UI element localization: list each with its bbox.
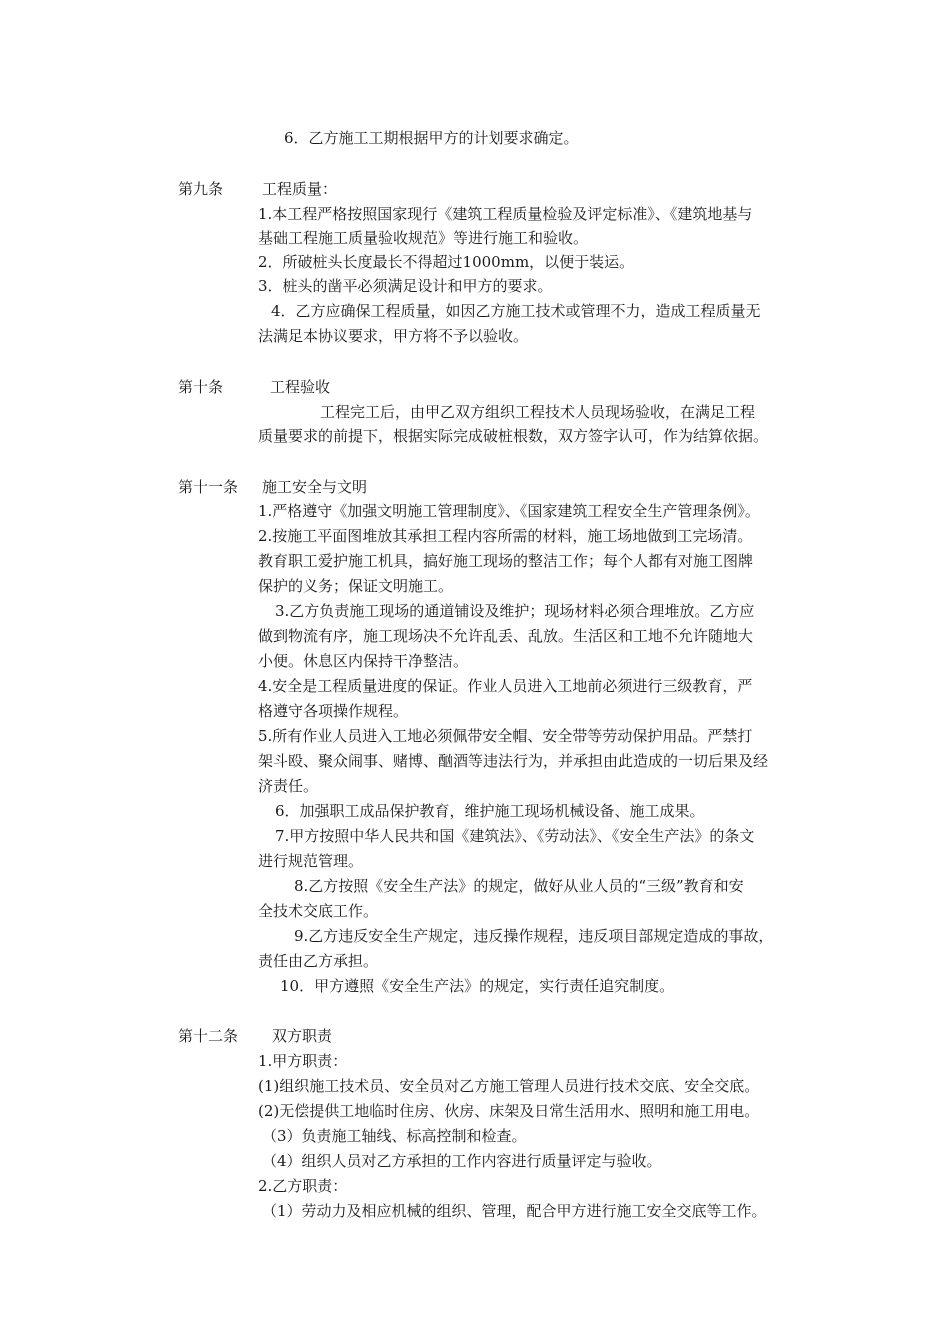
article-11-line: 架斗殴、聚众闹事、赌博、酗酒等违法行为，并承担由此造成的一切后果及经 xyxy=(258,752,769,770)
article-9-line: 1.本工程严格按照国家现行《建筑工程质量检验及评定标准》、《建筑地基与 xyxy=(258,205,753,223)
article-11-line: 3.乙方负责施工现场的通道铺设及维护；现场材料必须合理堆放。乙方应 xyxy=(275,602,755,620)
article-11-line: 9.乙方违反安全生产规定，违反操作规程，违反项目部规定造成的事故， xyxy=(294,927,774,945)
article-11-line: 做到物流有序，施工现场决不允许乱丢、乱放。生活区和工地不允许随地大 xyxy=(258,627,754,645)
article-11-line: 5.所有作业人员进入工地必须佩带安全帽、安全带等劳动保护用品。严禁打 xyxy=(258,727,753,745)
article-10-label: 第十条 xyxy=(178,378,224,396)
article-9-title: 工程质量： xyxy=(262,180,338,198)
schedule-clause-line: 6．乙方施工工期根据甲方的计划要求确定。 xyxy=(284,129,579,147)
article-11-line: 2.按施工平面图堆放其承担工程内容所需的材料，施工场地做到工完场清。 xyxy=(258,527,753,545)
article-11-label: 第十一条 xyxy=(178,478,239,496)
article-12-line: 1.甲方职责： xyxy=(258,1052,348,1070)
article-12-title: 双方职责 xyxy=(272,1027,333,1045)
article-12-line: （3）负责施工轴线、标高控制和检查。 xyxy=(262,1127,527,1145)
article-11-line: 8.乙方按照《安全生产法》的规定，做好从业人员的“三级”教育和安 xyxy=(294,877,744,895)
article-11-line: 小便。休息区内保持干净整洁。 xyxy=(258,652,469,670)
article-10-title: 工程验收 xyxy=(270,378,331,396)
article-11-title: 施工安全与文明 xyxy=(262,478,368,496)
article-9-line: 基础工程施工质量验收规范》等进行施工和验收。 xyxy=(258,229,589,247)
article-11-line: 责任由乙方承担。 xyxy=(258,952,379,970)
article-12-line: (1)组织施工技术员、安全员对乙方施工管理人员进行技术交底、安全交底。 xyxy=(258,1077,760,1095)
article-10-line: 工程完工后，由甲乙双方组织工程技术人员现场验收，在满足工程 xyxy=(320,403,756,421)
article-12-line: 2.乙方职责： xyxy=(258,1177,348,1195)
article-11-line: 1.严格遵守《加强文明施工管理制度》、《国家建筑工程安全生产管理条例》。 xyxy=(258,502,760,520)
article-11-line: 保护的义务；保证文明施工。 xyxy=(258,577,454,595)
article-11-line: 全技术交底工作。 xyxy=(258,902,379,920)
article-11-line: 教育职工爱护施工机具，搞好施工现场的整洁工作；每个人都有对施工图牌 xyxy=(258,552,754,570)
article-9-line: 4．乙方应确保工程质量，如因乙方施工技术或管理不力，造成工程质量无 xyxy=(271,302,761,320)
article-11-line: 7.甲方按照中华人民共和国《建筑法》、《劳动法》、《安全生产法》的条文 xyxy=(275,827,755,845)
article-11-line: 格遵守各项操作规程。 xyxy=(258,702,409,720)
article-11-line: 4.安全是工程质量进度的保证。作业人员进入工地前必须进行三级教育，严 xyxy=(258,677,753,695)
article-9-label: 第九条 xyxy=(178,180,224,198)
article-9-line: 3．桩头的凿平必须满足设计和甲方的要求。 xyxy=(258,277,553,295)
article-11-line: 进行规范管理。 xyxy=(258,852,364,870)
article-11-line: 6．加强职工成品保护教育，维护施工现场机械设备、施工成果。 xyxy=(275,802,705,820)
article-12-line: (2)无偿提供工地临时住房、伙房、床架及日常生活用水、照明和施工用电。 xyxy=(258,1102,760,1120)
article-11-line: 10．甲方遵照《安全生产法》的规定，实行责任追究制度。 xyxy=(280,977,675,995)
article-11-line: 济责任。 xyxy=(258,777,319,795)
article-12-line: （1）劳动力及相应机械的组织、管理，配合甲方进行施工安全交底等工作。 xyxy=(262,1202,767,1220)
article-12-label: 第十二条 xyxy=(178,1027,239,1045)
article-10-line: 质量要求的前提下，根据实际完成破桩根数，双方签字认可，作为结算依据。 xyxy=(258,427,769,445)
article-12-line: （4）组织人员对乙方承担的工作内容进行质量评定与验收。 xyxy=(262,1152,662,1170)
article-9-line: 法满足本协议要求，甲方将不予以验收。 xyxy=(258,327,529,345)
article-9-line: 2．所破桩头长度最长不得超过1000mm，以便于装运。 xyxy=(258,253,635,271)
